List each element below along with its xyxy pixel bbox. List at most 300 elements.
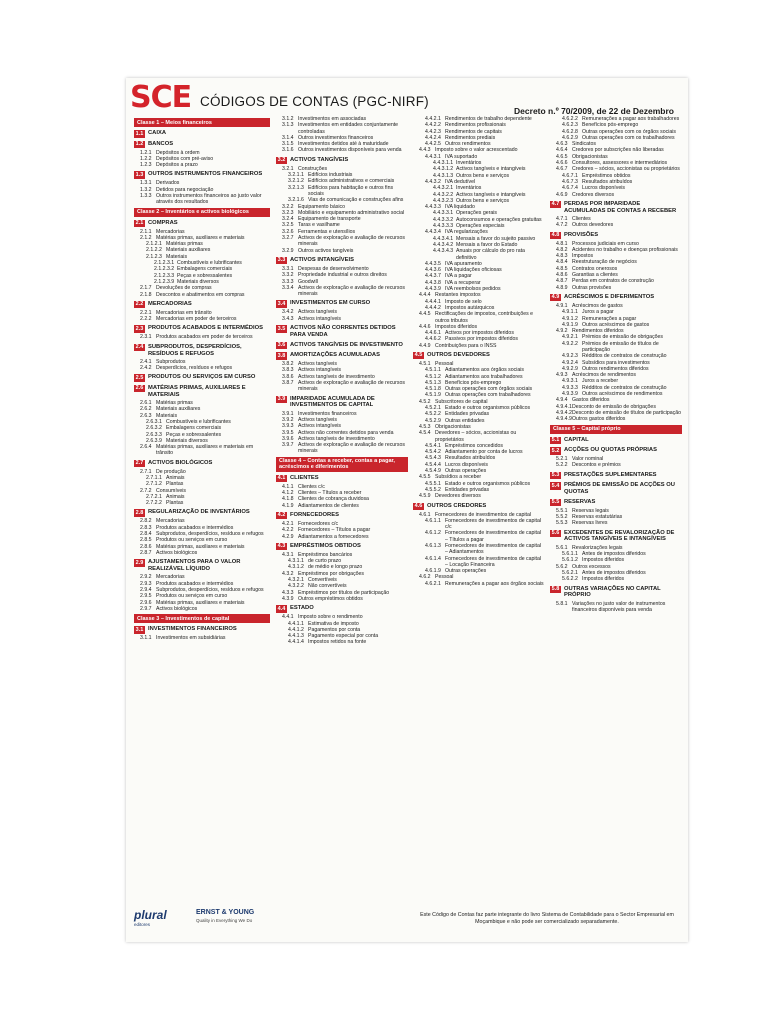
account-name: Matérias primas bbox=[166, 241, 203, 248]
account-code: 3.9.7 bbox=[282, 442, 294, 449]
account-code: 4.4.2.3 bbox=[425, 128, 441, 135]
account-name: Outras operações bbox=[445, 568, 487, 575]
account-name: Credores – sócios, accionistas ou proprietários bbox=[572, 166, 680, 173]
account-code: 4.9.4.9 bbox=[556, 416, 572, 423]
account-row bbox=[550, 576, 682, 582]
account-section bbox=[134, 559, 270, 573]
account-name: Desconto de emissão de obrigações bbox=[572, 403, 656, 410]
account-code: 4.6 bbox=[414, 503, 423, 510]
class-heading: Classe 3 – Investimentos de capital bbox=[134, 614, 270, 623]
account-code: 4.5.1 bbox=[419, 360, 431, 367]
account-name: Investimentos financeiros bbox=[298, 410, 357, 417]
account-name: PERDAS POR IMPARIDADE ACUMULADAS DE CONTAS A RECEBER bbox=[564, 200, 677, 214]
account-name: Credores por subscrições não liberadas bbox=[572, 147, 664, 154]
account-code: 4.2.2 bbox=[282, 527, 294, 534]
account-name: Mensais a favor do sujeito passivo bbox=[456, 235, 536, 242]
account-section bbox=[134, 374, 270, 382]
account-row bbox=[134, 193, 270, 206]
account-code: 4.9.2 bbox=[556, 328, 568, 335]
account-code: 4.5.1.3 bbox=[425, 379, 441, 386]
account-name: OUTRAS VARIAÇÕES NO CAPITAL PRÓPRIO bbox=[564, 585, 661, 599]
account-name: Resultados atribuídos bbox=[445, 455, 496, 462]
account-name: Contribuições para o INSS bbox=[435, 342, 497, 349]
account-name: RESERVAS bbox=[564, 498, 596, 505]
account-code: 4.5.1.9 bbox=[425, 392, 441, 399]
account-section bbox=[276, 543, 408, 551]
account-code: 4.6.1 bbox=[419, 511, 431, 518]
account-code: 4.9.1.9 bbox=[562, 321, 578, 328]
account-name: Variações no justo valor de instrumentos financeiros disponíveis para venda bbox=[572, 600, 666, 613]
account-code: 2.7.1 bbox=[140, 468, 152, 475]
account-row bbox=[550, 285, 682, 291]
account-code: 2.2.2 bbox=[140, 316, 152, 323]
account-code: 4.4.3.2.1 bbox=[433, 185, 454, 192]
account-code: 4.6.2.8 bbox=[562, 128, 578, 135]
account-name: Desconto de emissão de títulos de participação bbox=[572, 409, 682, 416]
account-name: ACTIVOS TANGÍVEIS bbox=[290, 156, 349, 163]
account-code: 4.4.6.2 bbox=[425, 336, 441, 343]
account-code: 4.6.2 bbox=[419, 574, 431, 581]
account-code: 2.8.4 bbox=[140, 531, 152, 538]
account-name: Outros activos tangíveis bbox=[298, 247, 354, 254]
account-row bbox=[276, 596, 408, 602]
account-name: Fornecedores de investimentos de capital – Locação Financeira bbox=[445, 555, 542, 568]
account-code: 1.1 bbox=[135, 130, 144, 137]
account-code: 4.9 bbox=[551, 294, 560, 301]
account-code: 4.9.1 bbox=[556, 302, 568, 309]
account-name: Mensais a favor do Estado bbox=[456, 241, 518, 248]
account-name: Obrigacionistas bbox=[435, 423, 471, 430]
account-name: Devedores – sócios, accionistas ou proprietários bbox=[435, 430, 517, 443]
account-name: Prémios de emissão de títulos de participação bbox=[582, 340, 659, 353]
account-code: 2.3 bbox=[135, 325, 144, 332]
account-name: Adiantamentos aos trabalhadores bbox=[445, 373, 523, 380]
account-code: 4.9.1.2 bbox=[562, 315, 578, 322]
account-name: Acidentes no trabalho e doenças profissionais bbox=[572, 246, 678, 253]
account-name: Reservas estatutárias bbox=[572, 514, 623, 521]
account-name: Rendimentos de capitais bbox=[445, 128, 502, 135]
account-name: Inventários bbox=[456, 185, 482, 192]
account-name: Empréstimos por obrigações bbox=[298, 570, 365, 577]
account-row bbox=[134, 292, 270, 298]
account-name: Clientes – Títulos a receber bbox=[298, 490, 362, 497]
account-code: 4.4.6.1 bbox=[425, 330, 441, 337]
account-name: Mobiliário e equipamento administrativo social bbox=[298, 209, 405, 216]
account-section bbox=[550, 530, 682, 544]
account-name: Subprodutos, desperdícios, resíduos e refugos bbox=[156, 531, 264, 538]
account-code: 3.8.3 bbox=[282, 367, 294, 374]
account-code: 4.5 bbox=[414, 352, 423, 359]
account-code: 1.2.3 bbox=[140, 162, 152, 169]
account-row bbox=[276, 380, 408, 393]
account-name: COMPRAS bbox=[148, 219, 178, 226]
account-name: Acréscimos de rendimentos bbox=[572, 372, 637, 379]
class-heading: Classe 5 – Capital próprio bbox=[550, 425, 682, 434]
account-code: 4.9.2.3 bbox=[562, 353, 578, 360]
account-code: 5.1 bbox=[551, 437, 560, 444]
account-name: Depósitos à ordem bbox=[156, 149, 200, 156]
account-code: 2.8.6 bbox=[140, 543, 152, 550]
account-name: Produtos ou serviços em curso bbox=[156, 537, 228, 544]
account-name: Benefícios pós-emprego bbox=[582, 122, 639, 129]
account-name: MATÉRIAS PRIMAS, AUXILIARES E MATERIAIS bbox=[148, 384, 246, 398]
account-name: Propriedade industrial e outros direitos bbox=[298, 272, 387, 279]
account-code: 1.3 bbox=[135, 171, 144, 178]
account-code: 3.3.3 bbox=[282, 278, 294, 285]
account-code: 4.4.3.4 bbox=[425, 229, 441, 236]
account-name: IVA suportado bbox=[445, 153, 478, 160]
account-code: 4.6.2.1 bbox=[425, 580, 441, 587]
account-name: Goodwill bbox=[298, 278, 318, 285]
account-name: Produtos acabados e intermédios bbox=[156, 580, 234, 587]
account-name: Outras operações com os órgãos sociais bbox=[582, 128, 676, 135]
account-code: 2.5 bbox=[135, 374, 144, 381]
account-code: 4.4.2.2 bbox=[425, 122, 441, 129]
account-code: 5.8.1 bbox=[556, 600, 568, 607]
account-name: Não convertíveis bbox=[308, 583, 347, 590]
account-name: Produtos ou serviços em curso bbox=[156, 593, 228, 600]
account-code: 2.9.6 bbox=[140, 599, 152, 606]
footer-note: Este Código de Contas faz parte integrante do livro Sistema de Contabilidade para o Sector Empresarial em Moçambique e não pode ser comercializado separadamente. bbox=[420, 912, 674, 925]
account-code: 4.9.2.9 bbox=[562, 365, 578, 372]
account-code: 5.3 bbox=[551, 472, 560, 479]
account-name: Matérias primas, auxiliares e materiais bbox=[156, 234, 245, 241]
account-code: 4.3.1 bbox=[282, 551, 294, 558]
account-code: 4.4.2.4 bbox=[425, 134, 441, 141]
account-code: 3.2.4 bbox=[282, 216, 294, 223]
account-name: Activos por impostos diferidos bbox=[445, 330, 514, 337]
account-code: 3.3.4 bbox=[282, 284, 294, 291]
account-name: CAIXA bbox=[148, 130, 167, 136]
account-code: 3.9 bbox=[277, 396, 286, 403]
account-row bbox=[134, 500, 270, 506]
account-name: IMPARIDADE ACUMULADA DE INVESTIMENTOS DE CAPITAL bbox=[290, 395, 375, 409]
account-code: 2.1.2.3.3 bbox=[154, 272, 175, 279]
account-name: Animais bbox=[166, 493, 185, 500]
account-code: 3.2.5 bbox=[282, 222, 294, 229]
account-section bbox=[276, 257, 408, 265]
account-code: 4.6.7.3 bbox=[562, 178, 578, 185]
account-code: 4.4.3.1.2 bbox=[433, 166, 454, 173]
account-code: 4.8.2 bbox=[556, 246, 568, 253]
account-name: IVA reembolsos pedidos bbox=[445, 286, 501, 293]
account-code: 3.2.1.3 bbox=[288, 184, 304, 191]
account-name: Derivados bbox=[156, 180, 180, 187]
publisher-subtitle: editores bbox=[134, 922, 151, 927]
account-code: 4.4.3.2 bbox=[425, 178, 441, 185]
account-name: Rédditos de contratos de construção bbox=[582, 384, 667, 391]
account-code: 4.4.5 bbox=[419, 311, 431, 318]
account-section bbox=[134, 385, 270, 399]
account-name: FORNECEDORES bbox=[290, 511, 339, 518]
account-name: Fornecedores de investimentos de capital c/c bbox=[445, 517, 542, 531]
account-code: 4.4.9 bbox=[419, 342, 431, 349]
account-code: 2.1.2.3.1 bbox=[154, 260, 175, 267]
account-name: ACRÉSCIMOS E DIFERIMENTOS bbox=[564, 293, 655, 300]
account-name: PRÉMIOS DE EMISSÃO DE ACÇÕES OU QUOTAS bbox=[564, 482, 675, 495]
account-row bbox=[276, 503, 408, 509]
account-code: 5.6.1.2 bbox=[562, 557, 578, 564]
account-name: Impostos retidos na fonte bbox=[308, 639, 367, 646]
account-section bbox=[550, 472, 682, 480]
account-code: 4.6.1.3 bbox=[425, 543, 441, 549]
account-name: Outros empréstimos obtidos bbox=[298, 595, 363, 602]
account-name: AMORTIZAÇÕES ACUMULADAS bbox=[290, 352, 380, 359]
account-name: Mercadorias bbox=[156, 518, 185, 525]
account-name: Estimativa de imposto bbox=[308, 620, 359, 627]
account-section bbox=[550, 437, 682, 445]
account-row bbox=[550, 192, 682, 198]
account-name: BANCOS bbox=[148, 140, 174, 147]
account-name: Impostos autárquicos bbox=[445, 304, 495, 311]
account-name: Matérias primas, auxiliares e materiais bbox=[156, 599, 245, 606]
account-row bbox=[413, 430, 545, 443]
account-name: Peças e sobressalentes bbox=[166, 431, 222, 438]
account-code: 4.9.3.1 bbox=[562, 378, 578, 385]
account-name: Outros rendimentos bbox=[445, 141, 491, 148]
account-name: Activos de exploração e avaliação de recursos minerais bbox=[298, 284, 405, 298]
account-name: Matérias primas bbox=[156, 400, 193, 407]
account-code: 4.6.5 bbox=[556, 153, 568, 160]
account-name: Clientes c/c bbox=[298, 483, 325, 490]
account-code: 3.3.2 bbox=[282, 272, 294, 279]
account-code: 3.8.6 bbox=[282, 373, 294, 380]
account-section bbox=[276, 396, 408, 410]
account-code: 4.4.3.4.3 bbox=[433, 248, 454, 255]
account-section bbox=[413, 503, 545, 511]
account-name: Embalagens comerciais bbox=[177, 266, 233, 273]
account-code: 3.9.2 bbox=[282, 416, 294, 423]
account-code: 4.5.4 bbox=[419, 430, 431, 437]
account-code: 5.6.2.2 bbox=[562, 576, 578, 583]
account-code: 3.5 bbox=[277, 325, 286, 332]
account-code: 4.2 bbox=[277, 512, 286, 519]
account-row bbox=[413, 343, 545, 349]
account-code: 4.5.1.8 bbox=[425, 386, 441, 393]
account-name: Outros bens e serviços bbox=[456, 197, 510, 204]
account-code: 4.5.4.3 bbox=[425, 455, 441, 462]
account-name: OUTROS CREDORES bbox=[427, 502, 487, 509]
account-name: Clientes de cobrança duvidosa bbox=[298, 496, 369, 503]
account-name: Plantas bbox=[166, 481, 184, 488]
account-code: 4.9.3.9 bbox=[562, 391, 578, 398]
account-name: Entidades privadas bbox=[445, 411, 490, 418]
account-code: 2.7.2 bbox=[140, 487, 152, 494]
account-code: 4.4.2.5 bbox=[425, 141, 441, 148]
account-code: 4.6.7.1 bbox=[562, 172, 578, 179]
account-name: Operações especiais bbox=[456, 223, 505, 230]
account-row bbox=[413, 248, 545, 261]
account-row bbox=[413, 493, 545, 499]
account-code: 2.7.1.2 bbox=[146, 481, 162, 488]
account-code: 3.9.5 bbox=[282, 429, 294, 436]
account-code: 4.9.2.1 bbox=[562, 334, 578, 341]
account-code: 4.2.9 bbox=[282, 533, 294, 540]
account-section bbox=[550, 294, 682, 302]
account-code: 4.3.2.1 bbox=[288, 577, 304, 584]
account-code: 5.6.2 bbox=[556, 563, 568, 570]
account-code: 4.5.4.4 bbox=[425, 461, 441, 468]
account-code: 3.2.6 bbox=[282, 228, 294, 235]
sce-logo: SCE bbox=[130, 80, 192, 115]
account-name: INVESTIMENTOS EM CURSO bbox=[290, 300, 371, 307]
account-name: Outros rendimentos diferidos bbox=[582, 365, 649, 372]
account-name: Activos de exploração e avaliação de recursos minerais bbox=[298, 442, 405, 455]
account-code: 4.5.9 bbox=[419, 493, 431, 500]
account-name: Outros excessos bbox=[572, 563, 611, 570]
account-code: 4.6.2.3 bbox=[562, 122, 578, 129]
account-code: 3.1.3 bbox=[282, 122, 294, 129]
account-code: 4.5.2.9 bbox=[425, 417, 441, 424]
account-code: 5.2.2 bbox=[556, 462, 568, 469]
account-name: Activos tangíveis bbox=[298, 361, 337, 368]
account-name: Outras operações com trabalhadores bbox=[445, 392, 531, 399]
account-name: Fornecedores c/c bbox=[298, 520, 339, 527]
account-name: OUTROS DEVEDORES bbox=[427, 351, 490, 358]
account-code: 4.8.9 bbox=[556, 284, 568, 291]
account-name: Fornecedores – Títulos a pagar bbox=[298, 527, 371, 534]
account-name: Processos judiciais em curso bbox=[572, 240, 639, 247]
account-name: Outros acréscimos de rendimentos bbox=[582, 391, 663, 398]
account-section bbox=[550, 499, 682, 507]
account-name: Subsídios para investimentos bbox=[582, 359, 650, 366]
account-name: Devedores diversos bbox=[435, 493, 481, 500]
account-name: De produção bbox=[156, 468, 186, 475]
account-row bbox=[413, 543, 545, 556]
account-code: 2.1.8 bbox=[140, 291, 152, 298]
account-name: Impostos bbox=[572, 253, 594, 260]
account-row bbox=[134, 316, 270, 322]
account-code: 4.1.9 bbox=[282, 502, 294, 509]
account-name: Adiantamento por conta de lucros bbox=[445, 449, 523, 456]
account-code: 4.5.2 bbox=[419, 398, 431, 405]
account-code: 3.2.9 bbox=[282, 247, 294, 254]
account-code: 5.8 bbox=[551, 586, 560, 593]
account-name: Outros investimentos disponíveis para venda bbox=[298, 147, 402, 154]
account-code: 4.4.3.5 bbox=[425, 260, 441, 267]
account-code: 4.3.1.1 bbox=[288, 558, 304, 565]
account-row bbox=[134, 444, 270, 457]
account-code: 1.2.2 bbox=[140, 155, 152, 162]
class-heading: Classe 1 – Meios financeiros bbox=[134, 118, 270, 127]
account-name: PRODUTOS ACABADOS E INTERMÉDIOS bbox=[148, 325, 263, 332]
account-name: Activos tangíveis e intangíveis bbox=[456, 191, 526, 198]
account-code: 4.4.3.4.2 bbox=[433, 241, 454, 248]
account-section bbox=[276, 475, 408, 483]
account-row bbox=[276, 285, 408, 298]
account-code: 4.8 bbox=[551, 232, 560, 239]
account-name: Activos de exploração e avaliação de recursos minerais bbox=[298, 235, 405, 248]
account-section bbox=[134, 344, 270, 358]
account-name: Materiais diversos bbox=[166, 437, 208, 444]
account-code: 3.8 bbox=[277, 352, 286, 359]
account-code: 5.6 bbox=[551, 530, 560, 537]
account-name: Edifícios para habitação e outros fins sociais bbox=[308, 184, 394, 197]
column-4 bbox=[550, 116, 682, 906]
account-name: Passivos por impostos diferidos bbox=[445, 336, 518, 343]
account-code: 4.6.9 bbox=[556, 191, 568, 198]
account-code: 4.8.3 bbox=[556, 253, 568, 260]
account-row bbox=[276, 147, 408, 153]
account-code: 2.7.2.1 bbox=[146, 493, 162, 500]
account-name: Empréstimos obtidos bbox=[582, 172, 631, 179]
account-code: 4.4.1.2 bbox=[288, 626, 304, 633]
account-name: Outros gastos diferidos bbox=[572, 416, 626, 423]
account-code: 4.4.3.1.3 bbox=[433, 172, 454, 179]
column-3 bbox=[413, 116, 545, 906]
account-code: 3.2.1.1 bbox=[288, 172, 304, 179]
account-name: de médio e longo prazo bbox=[308, 564, 363, 571]
account-code: 4.5.3 bbox=[419, 423, 431, 430]
account-name: Devoluções de compras bbox=[156, 285, 212, 292]
account-name: Produtos acabados em poder de terceiros bbox=[156, 334, 253, 341]
account-name: Empréstimos por títulos de participação bbox=[298, 589, 390, 596]
account-code: 4.4.4.2 bbox=[425, 304, 441, 311]
account-name: ACTIVOS INTANGÍVEIS bbox=[290, 256, 354, 263]
account-code: 4.4.1.1 bbox=[288, 620, 304, 627]
column-2 bbox=[276, 116, 408, 906]
account-code: 5.5.2 bbox=[556, 514, 568, 521]
account-code: 3.9.1 bbox=[282, 410, 294, 417]
account-name: Depósitos com pré-aviso bbox=[156, 155, 214, 162]
account-name: Rectificações de impostos, contribuições e outros tributos bbox=[435, 311, 534, 324]
account-code: 4.6.3 bbox=[556, 141, 568, 148]
account-code: 2.1.2 bbox=[140, 234, 152, 241]
account-code: 2.4.1 bbox=[140, 358, 152, 365]
account-name: Outras operações bbox=[445, 468, 487, 475]
account-name: Outros devedores bbox=[572, 222, 614, 229]
account-code: 3.1.1 bbox=[140, 635, 152, 642]
document-title: CÓDIGOS DE CONTAS (PGC-NIRF) bbox=[200, 94, 429, 109]
account-name: Valor nominal bbox=[572, 456, 604, 463]
account-code: 5.5.3 bbox=[556, 520, 568, 527]
account-name: Fornecedores de investimentos de capital – Títulos a pagar bbox=[445, 530, 542, 543]
account-name: Reservas legais bbox=[572, 507, 609, 514]
account-name: Estado e outros organismos públicos bbox=[445, 405, 531, 412]
account-code: 2.7 bbox=[135, 460, 144, 467]
account-name: IVA a pagar bbox=[445, 273, 472, 280]
account-name: Impostos diferidos bbox=[582, 557, 625, 564]
account-name: Subprodutos bbox=[156, 358, 186, 365]
account-code: 4.9.4.1 bbox=[556, 403, 572, 410]
account-code: 5.2 bbox=[551, 447, 560, 454]
account-code: 4.4.1.3 bbox=[288, 633, 304, 640]
account-code: 1.3.1 bbox=[140, 180, 152, 187]
account-code: 4.4.3.4.1 bbox=[433, 235, 454, 242]
account-code: 4.7.1 bbox=[556, 215, 568, 222]
account-row bbox=[276, 534, 408, 540]
account-name: Imposto sobre o valor acrescentado bbox=[435, 147, 518, 154]
account-name: Imposto de selo bbox=[445, 298, 482, 305]
account-name: ACTIVOS TANGÍVEIS DE INVESTIMENTO bbox=[290, 341, 403, 348]
account-name: Entidades privadas bbox=[445, 486, 490, 493]
account-code: 2.6 bbox=[135, 385, 144, 392]
account-name: Pagamento especial por conta bbox=[308, 633, 379, 640]
account-code: 4.4.3.2.3 bbox=[433, 197, 454, 204]
account-name: Activos biológicos bbox=[156, 605, 198, 612]
account-code: 2.2 bbox=[135, 301, 144, 308]
account-code: 4.5.1.1 bbox=[425, 367, 441, 374]
account-name: Rendimentos de trabalho dependente bbox=[445, 116, 532, 122]
account-code: 2.8.7 bbox=[140, 549, 152, 556]
account-name: Rendimentos prediais bbox=[445, 134, 496, 141]
account-name: Restantes impostos bbox=[435, 292, 481, 299]
account-name: Equipamento de transporte bbox=[298, 216, 361, 223]
account-name: Imposto sobre o rendimento bbox=[298, 614, 363, 621]
account-name: Lucros disponíveis bbox=[445, 461, 488, 468]
account-row bbox=[134, 162, 270, 168]
account-section bbox=[276, 605, 408, 613]
